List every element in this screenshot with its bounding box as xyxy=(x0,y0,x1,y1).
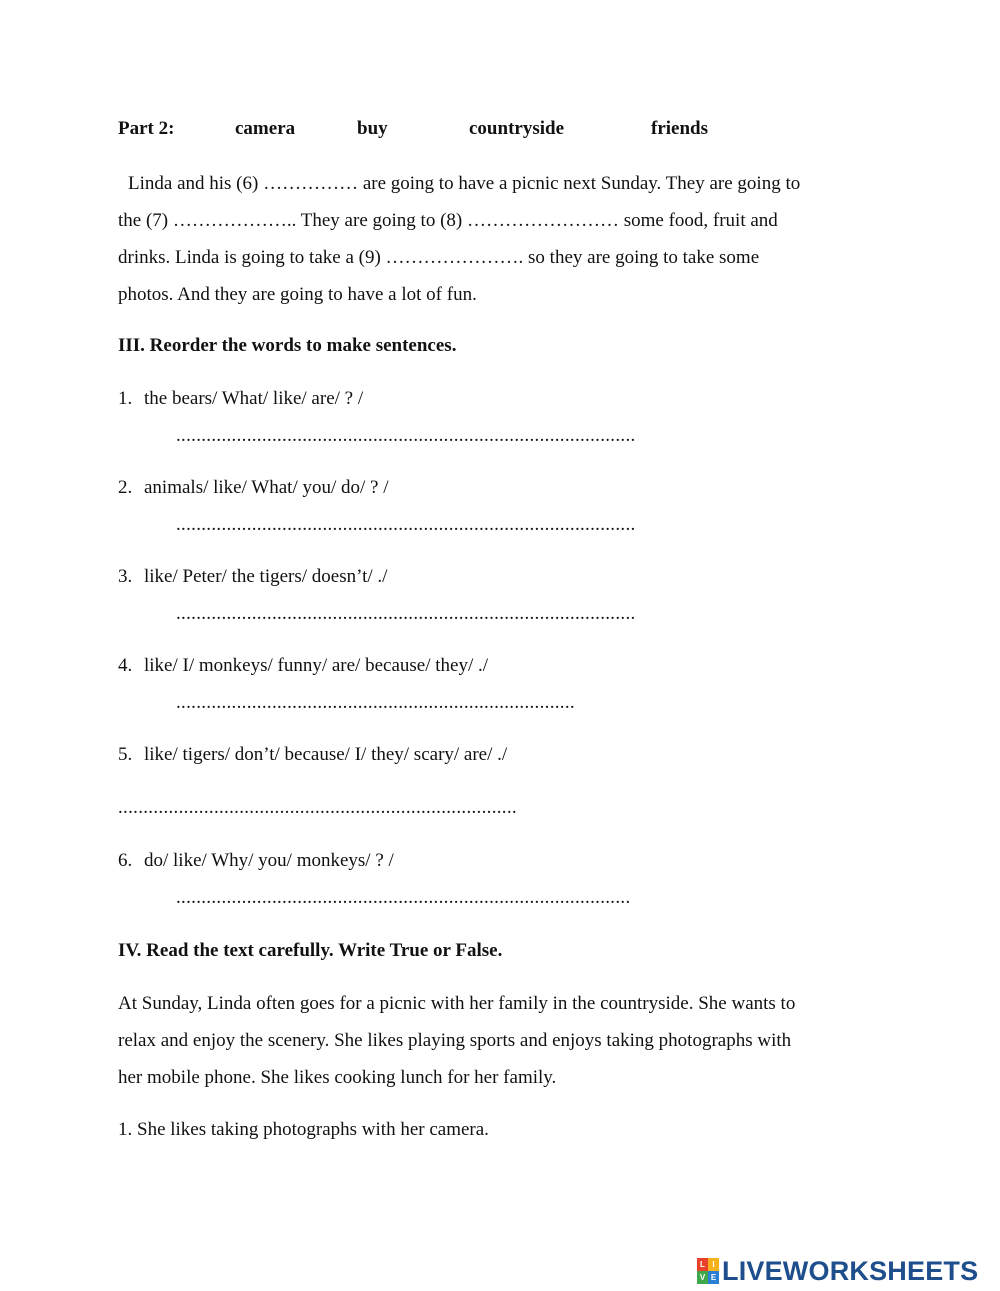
word-bank-item: friends xyxy=(651,118,708,139)
question-5: 5. like/ tigers/ don’t/ because/ I/ they/ scary/ are/ ./ xyxy=(118,744,508,765)
logo-text: LIVEWORKSHEETS xyxy=(722,1255,979,1286)
section-4-title: IV. Read the text carefully. Write True or False. xyxy=(118,940,503,961)
word-bank-item: buy xyxy=(357,118,388,139)
passage-line: the (7) ……………….. They are going to (8) …………………… some food, fruit and xyxy=(118,210,778,231)
passage-line: drinks. Linda is going to take a (9) …………………. so they are going to take some xyxy=(118,247,760,268)
question-6: 6. do/ like/ Why/ you/ monkeys/ ? / xyxy=(118,850,394,871)
liveworksheets-logo xyxy=(697,1256,978,1286)
question-2: 2. animals/ like/ What/ you/ do/ ? / xyxy=(118,477,389,498)
reading-passage xyxy=(118,985,898,1096)
passage-line: At Sunday, Linda often goes for a picnic with her family in the countryside. She wants to xyxy=(118,993,796,1014)
answer-line-4[interactable]: ............................................................................... xyxy=(176,692,575,713)
passage-line: her mobile phone. She likes cooking lunch for her family. xyxy=(118,1067,557,1088)
passage-line: photos. And they are going to have a lot of fun. xyxy=(118,284,477,305)
passage-line: Linda and his (6) …………… are going to have a picnic next Sunday. They are going to xyxy=(128,173,801,194)
answer-line-3[interactable]: ........................................................................................... xyxy=(176,603,636,624)
answer-line-5[interactable]: ............................................................................... xyxy=(118,797,517,818)
passage-line: relax and enjoy the scenery. She likes playing sports and enjoys taking photographs with xyxy=(118,1030,792,1051)
part2-label: Part 2: xyxy=(118,118,175,139)
word-bank-item: camera xyxy=(235,118,296,139)
word-bank-item: countryside xyxy=(469,118,564,139)
cloze-passage xyxy=(118,165,898,313)
section-3-title: III. Reorder the words to make sentences. xyxy=(118,335,457,356)
true-false-statement-1: 1. She likes taking photographs with her camera. xyxy=(118,1119,489,1140)
question-3: 3. like/ Peter/ the tigers/ doesn’t/ ./ xyxy=(118,566,388,587)
answer-line-2[interactable]: ........................................................................................... xyxy=(176,514,636,535)
question-1: 1. the bears/ What/ like/ are/ ? / xyxy=(118,388,364,409)
question-4: 4. like/ I/ monkeys/ funny/ are/ because/ they/ ./ xyxy=(118,655,489,676)
logo-mark-icon: L I V E xyxy=(697,1258,719,1284)
answer-line-1[interactable]: ........................................................................................... xyxy=(176,425,636,446)
answer-line-6[interactable]: .......................................................................................... xyxy=(176,887,631,908)
